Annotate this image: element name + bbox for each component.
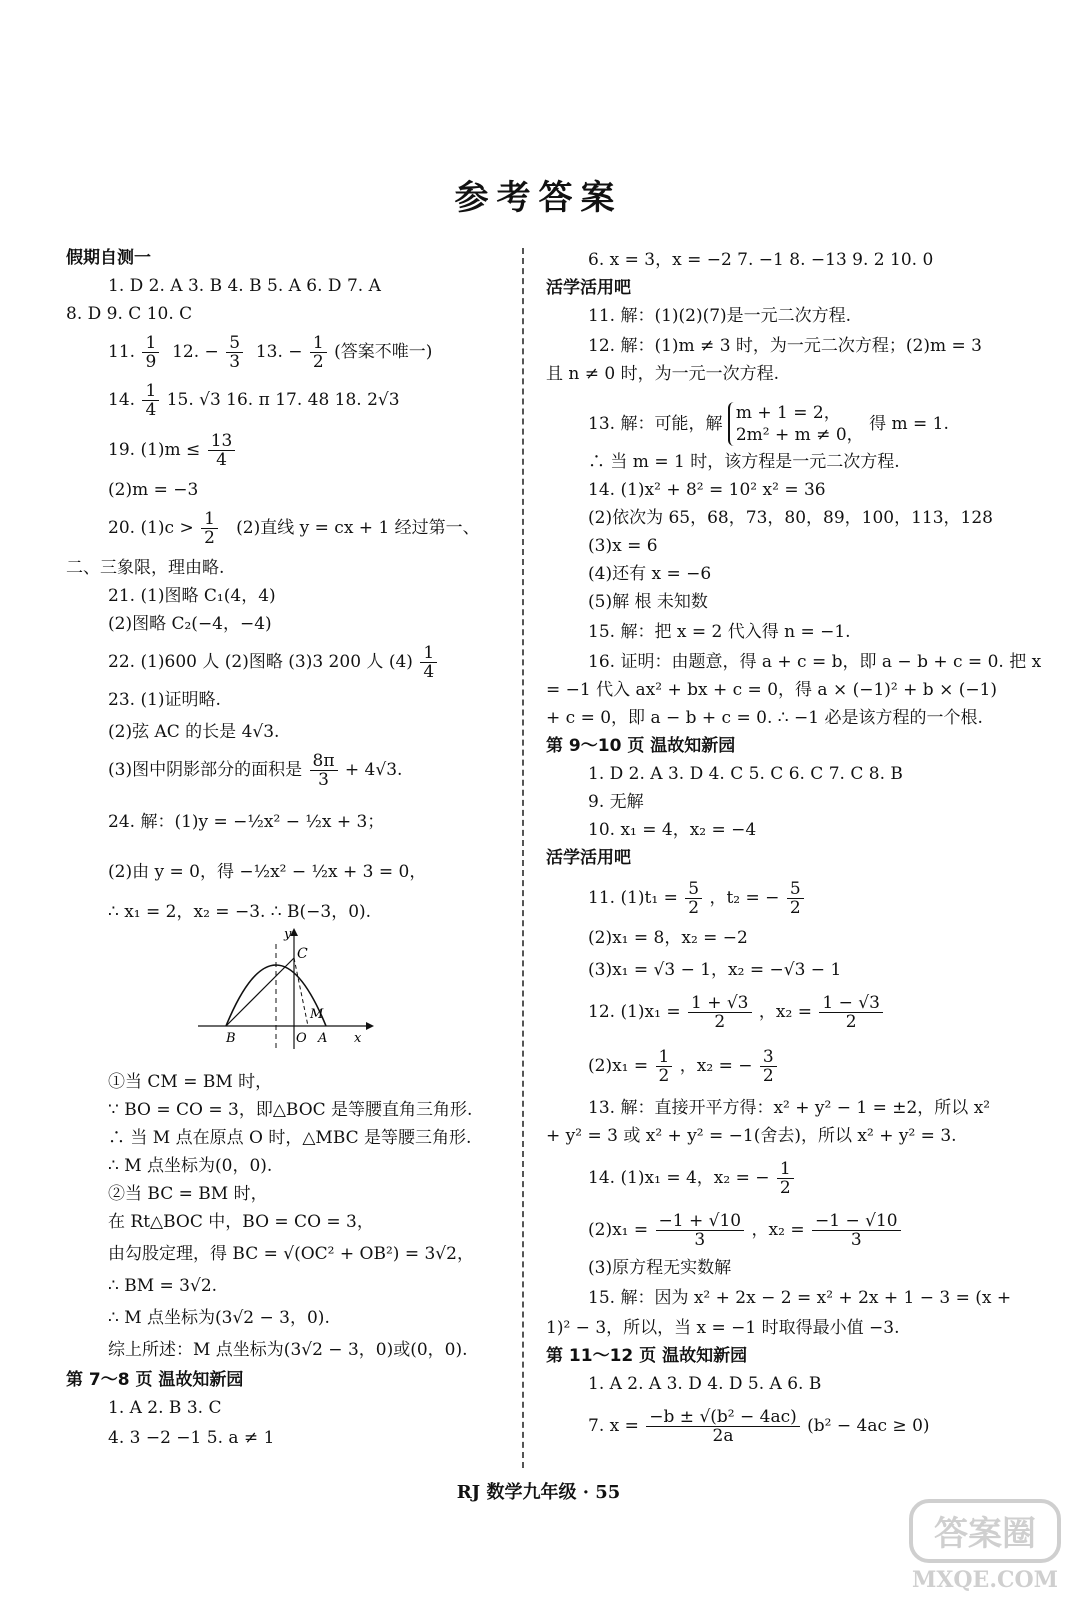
answer-line: 1. A 2. A 3. D 4. D 5. A 6. B: [588, 1374, 822, 1394]
section-heading: 假期自测一: [66, 248, 151, 268]
answer-line: 且 n ≠ 0 时，为一元一次方程.: [546, 364, 780, 384]
label-c: C: [297, 946, 308, 962]
text: (2)直线 y = cx + 1 经过第一、: [236, 518, 480, 538]
text: 14. (1)x₁ = 4，x₂ = −: [588, 1168, 770, 1188]
denominator: 9: [145, 352, 157, 372]
fraction: [819, 994, 883, 1031]
answer-line: (5)解 根 未知数: [588, 592, 708, 612]
fraction: [226, 334, 243, 371]
answer-line: 24. 解：(1)y = −½x² − ½x + 3；: [108, 812, 385, 832]
numerator: −1 − √10: [812, 1212, 901, 1231]
equation-system: [728, 402, 864, 446]
denominator: 2: [762, 1066, 774, 1086]
answer-line: (2)图略 C₂(−4，−4): [108, 614, 272, 634]
numerator: 1: [656, 1048, 673, 1067]
answer-line: 8. D 9. C 10. C: [66, 304, 193, 324]
text: ，x₂ =: [758, 1002, 812, 1022]
answer-line: 二、三象限，理由略.: [66, 558, 225, 578]
section-heading: 第 7～8 页 温故知新园: [66, 1370, 244, 1390]
fraction: [142, 334, 159, 371]
denominator: 3: [694, 1230, 706, 1250]
fraction: [656, 1048, 673, 1085]
denominator: 2: [204, 528, 215, 548]
numerator: 1: [310, 334, 327, 353]
text: 13. −: [255, 342, 303, 362]
fraction: [208, 432, 236, 469]
text: 11. (1)t₁ =: [588, 888, 678, 908]
fraction: [688, 994, 752, 1031]
answer-line: + y² = 3 或 x² + y² = −1(舍去)，所以 x² + y² = 3.: [546, 1126, 957, 1146]
denominator: 2: [714, 1012, 726, 1032]
answer-line: 6. x = 3，x = −2 7. −1 8. −13 9. 2 10. 0: [588, 250, 934, 270]
fraction: [142, 382, 159, 419]
fraction: [685, 880, 702, 917]
fraction: [760, 1048, 777, 1085]
text: ，t₂ = −: [709, 888, 780, 908]
numerator: −1 + √10: [656, 1212, 745, 1231]
label-y: y: [284, 927, 292, 942]
answer-line: ∴ 当 m = 1 时，该方程是一元二次方程.: [588, 452, 900, 472]
text: (2)x₁ =: [588, 1220, 649, 1240]
label-m: M: [310, 1007, 324, 1022]
answer-line: 由勾股定理，得 BC = √(OC² + OB²) = 3√2，: [108, 1244, 474, 1264]
answer-line: ∴ M 点坐标为(3√2 − 3，0).: [108, 1308, 330, 1328]
fraction: [656, 1212, 745, 1249]
answer-line: [588, 994, 885, 1031]
answer-line: 1)² − 3，所以，当 x = −1 时取得最小值 −3.: [546, 1318, 900, 1338]
text: 19. (1)m ≤: [108, 440, 201, 460]
denominator: 4: [216, 450, 227, 470]
text: 11.: [108, 342, 136, 362]
answer-line: [588, 1212, 903, 1249]
fraction: [787, 880, 804, 917]
answer-line: (2)依次为 65，68，73，80，89，100，113，128: [588, 508, 993, 528]
denominator: 3: [229, 352, 241, 372]
text: 14.: [108, 390, 136, 410]
text: 20. (1)c >: [108, 518, 194, 538]
answer-line: ∴ M 点坐标为(0，0).: [108, 1156, 273, 1176]
answer-line: (2)弦 AC 的长是 4√3.: [108, 722, 280, 742]
answer-line: (2)m = −3: [108, 480, 199, 500]
section-heading: 活学活用吧: [546, 848, 631, 868]
numerator: 1: [777, 1160, 794, 1179]
answer-line: 综上所述：M 点坐标为(3√2 − 3，0)或(0，0).: [108, 1340, 468, 1360]
answer-line: 14. (1)x² + 8² = 10² x² = 36: [588, 480, 826, 500]
answer-line: 在 Rt△BOC 中，BO = CO = 3，: [108, 1212, 374, 1232]
answer-line: [108, 752, 402, 789]
answer-line: ①当 CM = BM 时，: [108, 1072, 273, 1092]
answer-line: 11. 解：(1)(2)(7)是一元二次方程.: [588, 306, 852, 326]
answer-line: 9. 无解: [588, 792, 644, 812]
numerator: 8π: [310, 752, 338, 771]
answer-line: (3)x = 6: [588, 536, 658, 556]
text: + 4√3.: [344, 760, 403, 780]
denominator: 3: [850, 1230, 862, 1250]
denominator: 2: [658, 1066, 670, 1086]
answer-line: (4)还有 x = −6: [588, 564, 712, 584]
answer-line: (2)由 y = 0，得 −½x² − ½x + 3 = 0，: [108, 862, 427, 882]
answer-line: 23. (1)证明略.: [108, 690, 221, 710]
fraction: [777, 1160, 794, 1197]
answer-line: 10. x₁ = 4，x₂ = −4: [588, 820, 757, 840]
text: 得 m = 1.: [869, 414, 949, 434]
text: 12. (1)x₁ =: [588, 1002, 681, 1022]
text: ，x₂ = −: [679, 1056, 753, 1076]
answer-line: [588, 880, 806, 917]
text: 12. −: [172, 342, 219, 362]
answer-line: [108, 644, 439, 681]
answer-line: [108, 334, 432, 371]
denominator: 4: [145, 400, 157, 420]
answer-line: [108, 382, 400, 419]
numerator: 13: [208, 432, 236, 451]
denominator: 2: [789, 898, 801, 918]
numerator: 5: [685, 880, 702, 899]
answer-line: [108, 510, 480, 547]
numerator: −b ± √(b² − 4ac): [646, 1408, 800, 1427]
label-a: A: [318, 1031, 328, 1046]
x-axis-arrow: [366, 1022, 374, 1030]
answer-line: [108, 432, 237, 469]
page-title: 参考答案: [454, 178, 623, 218]
segment-bc: [226, 958, 294, 1026]
equation: m + 1 = 2，: [735, 403, 841, 423]
answer-line: + c = 0，即 a − b + c = 0. ∴ −1 必是该方程的一个根.: [546, 708, 983, 728]
text: (答案不唯一): [334, 342, 433, 362]
answer-line: ②当 BC = BM 时，: [108, 1184, 268, 1204]
watermark-logo: [905, 1495, 1065, 1595]
numerator: 5: [226, 334, 243, 353]
answer-line: 1. D 2. A 3. D 4. C 5. C 6. C 7. C 8. B: [588, 764, 903, 784]
text: (b² − 4ac ≥ 0): [807, 1416, 930, 1436]
answer-line: [588, 1048, 779, 1085]
text: 22. (1)600 人 (2)图略 (3)3 200 人 (4): [108, 652, 413, 672]
equation: 2m² + m ≠ 0，: [735, 425, 864, 445]
label-b: B: [226, 1031, 236, 1046]
text: (2)x₁ =: [588, 1056, 649, 1076]
fraction: [646, 1408, 800, 1445]
denominator: 2a: [712, 1426, 734, 1446]
section-heading: 第 11～12 页 温故知新园: [546, 1346, 748, 1366]
answer-line: 21. (1)图略 C₁(4，4): [108, 586, 276, 606]
answer-line: ∴ 当 M 点在原点 O 时，△MBC 是等腰三角形.: [108, 1128, 472, 1148]
text: 7. x =: [588, 1416, 639, 1436]
numerator: 1: [142, 382, 159, 401]
numerator: 1: [201, 510, 218, 529]
denominator: 4: [423, 662, 435, 682]
svg-text:答案圈: 答案圈: [934, 1514, 1036, 1554]
segment-cm: [294, 958, 308, 1026]
svg-text:MXQE.COM: MXQE.COM: [911, 1567, 1059, 1593]
answer-line: 12. 解：(1)m ≠ 3 时，为一元二次方程；(2)m = 3: [588, 336, 982, 356]
column-divider: [522, 248, 524, 1468]
answer-line: 16. 证明：由题意，得 a + c = b，即 a − b + c = 0. 把 x: [588, 652, 1042, 672]
label-x: x: [354, 1031, 362, 1046]
answer-line: 15. 解：因为 x² + 2x − 2 = x² + 2x + 1 − 3 = (x +: [588, 1288, 1012, 1308]
answer-line: (3)x₁ = √3 − 1，x₂ = −√3 − 1: [588, 960, 842, 980]
answer-line: 1. D 2. A 3. B 4. B 5. A 6. D 7. A: [108, 276, 381, 296]
numerator: 1: [420, 644, 437, 663]
text: ，x₂ =: [751, 1220, 805, 1240]
denominator: 2: [312, 352, 324, 372]
answer-line: = −1 代入 ax² + bx + c = 0，得 a × (−1)² + b × (−1): [546, 680, 998, 700]
answer-line: 15. 解：把 x = 2 代入得 n = −1.: [588, 622, 851, 642]
text: (3)图中阴影部分的面积是: [108, 760, 303, 780]
answer-line: 4. 3 −2 −1 5. a ≠ 1: [108, 1428, 275, 1448]
answer-line: [588, 402, 949, 446]
denominator: 2: [779, 1178, 791, 1198]
fraction: [812, 1212, 901, 1249]
answer-line: 1. A 2. B 3. C: [108, 1398, 222, 1418]
denominator: 3: [318, 770, 329, 790]
numerator: 5: [787, 880, 804, 899]
numerator: 1 − √3: [819, 994, 883, 1013]
fraction: [310, 334, 327, 371]
answer-line: ∴ BM = 3√2.: [108, 1276, 218, 1296]
numerator: 3: [760, 1048, 777, 1067]
fraction: [201, 510, 218, 547]
answer-line: [588, 1408, 930, 1445]
parabola-figure: [196, 924, 396, 1054]
section-heading: 活学活用吧: [546, 278, 631, 298]
denominator: 2: [688, 898, 700, 918]
answer-line: (3)原方程无实数解: [588, 1258, 732, 1278]
numerator: 1: [142, 334, 159, 353]
answer-line: (2)x₁ = 8，x₂ = −2: [588, 928, 748, 948]
page-footer: RJ 数学九年级 · 55: [456, 1482, 621, 1503]
numerator: 1 + √3: [688, 994, 752, 1013]
text: 15. √3 16. π 17. 48 18. 2√3: [166, 390, 400, 410]
section-heading: 第 9～10 页 温故知新园: [546, 736, 736, 756]
answer-line: 13. 解：直接开平方得：x² + y² − 1 = ±2，所以 x²: [588, 1098, 991, 1118]
fraction: [310, 752, 338, 789]
label-o: O: [296, 1031, 307, 1046]
answer-line: [588, 1160, 796, 1197]
text: 13. 解：可能，解: [588, 414, 723, 434]
fraction: [420, 644, 437, 681]
denominator: 2: [845, 1012, 857, 1032]
answer-line: ∵ BO = CO = 3，即△BOC 是等腰直角三角形.: [108, 1100, 473, 1120]
answer-line: ∴ x₁ = 2，x₂ = −3. ∴ B(−3，0).: [108, 902, 372, 922]
